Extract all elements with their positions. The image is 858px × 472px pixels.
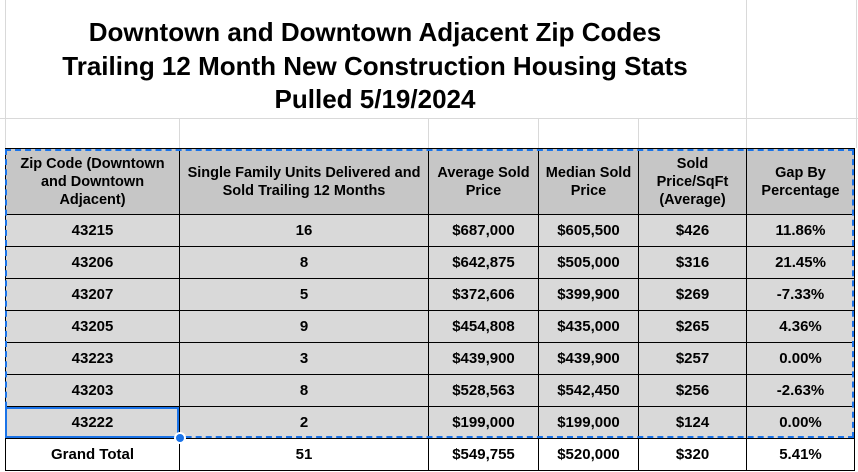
gap-cell[interactable]: 11.86% <box>747 215 855 247</box>
zip-cell[interactable]: 43215 <box>6 215 180 247</box>
average-price-cell[interactable]: $372,606 <box>429 279 539 311</box>
gap-cell[interactable]: 4.36% <box>747 311 855 343</box>
median-price-cell[interactable]: $199,000 <box>539 407 639 439</box>
gap-cell[interactable]: -7.33% <box>747 279 855 311</box>
gridline <box>0 118 858 119</box>
total-median-price-cell[interactable]: $520,000 <box>539 439 639 471</box>
gridline <box>179 118 180 148</box>
header-median-price[interactable]: Median Sold Price <box>539 149 639 215</box>
units-cell[interactable]: 8 <box>180 375 429 407</box>
header-zip-code[interactable]: Zip Code (Downtown and Downtown Adjacent) <box>6 149 180 215</box>
table-row <box>6 247 855 279</box>
price-sqft-cell[interactable]: $426 <box>639 215 747 247</box>
median-price-cell[interactable]: $505,000 <box>539 247 639 279</box>
price-sqft-cell[interactable]: $124 <box>639 407 747 439</box>
gap-cell[interactable]: 0.00% <box>747 407 855 439</box>
title-line-2: Trailing 12 Month New Construction Housing Stats <box>62 51 688 81</box>
units-cell[interactable]: 5 <box>180 279 429 311</box>
fill-handle[interactable] <box>174 432 186 444</box>
gap-cell[interactable]: 21.45% <box>747 247 855 279</box>
price-sqft-cell[interactable]: $269 <box>639 279 747 311</box>
title-line-1: Downtown and Downtown Adjacent Zip Codes <box>88 17 662 47</box>
header-units[interactable]: Single Family Units Delivered and Sold Trailing 12 Months <box>180 149 429 215</box>
total-average-price-cell[interactable]: $549,755 <box>429 439 539 471</box>
average-price-cell[interactable]: $199,000 <box>429 407 539 439</box>
price-sqft-cell[interactable]: $265 <box>639 311 747 343</box>
table-row <box>6 407 855 439</box>
zip-cell[interactable]: 43203 <box>6 375 180 407</box>
gridline <box>538 118 539 148</box>
units-cell[interactable]: 9 <box>180 311 429 343</box>
title-area <box>0 0 858 148</box>
header-average-price[interactable]: Average Sold Price <box>429 149 539 215</box>
units-cell[interactable]: 2 <box>180 407 429 439</box>
header-gap[interactable]: Gap By Percentage <box>747 149 855 215</box>
average-price-cell[interactable]: $528,563 <box>429 375 539 407</box>
units-cell[interactable]: 8 <box>180 247 429 279</box>
zip-cell[interactable]: 43206 <box>6 247 180 279</box>
table-row <box>6 375 855 407</box>
price-sqft-cell[interactable]: $256 <box>639 375 747 407</box>
total-price-sqft-cell[interactable]: $320 <box>639 439 747 471</box>
zip-cell[interactable]: 43205 <box>6 311 180 343</box>
median-price-cell[interactable]: $542,450 <box>539 375 639 407</box>
median-price-cell[interactable]: $439,900 <box>539 343 639 375</box>
gridline <box>428 118 429 148</box>
average-price-cell[interactable]: $439,900 <box>429 343 539 375</box>
total-units-cell[interactable]: 51 <box>180 439 429 471</box>
average-price-cell[interactable]: $454,808 <box>429 311 539 343</box>
price-sqft-cell[interactable]: $257 <box>639 343 747 375</box>
zip-cell[interactable]: 43223 <box>6 343 180 375</box>
average-price-cell[interactable]: $687,000 <box>429 215 539 247</box>
price-sqft-cell[interactable]: $316 <box>639 247 747 279</box>
zip-cell[interactable]: 43207 <box>6 279 180 311</box>
gridline <box>856 0 857 148</box>
units-cell[interactable]: 16 <box>180 215 429 247</box>
median-price-cell[interactable]: $435,000 <box>539 311 639 343</box>
header-row <box>6 149 855 215</box>
grand-total-label[interactable]: Grand Total <box>6 439 180 471</box>
grand-total-row <box>6 439 855 471</box>
median-price-cell[interactable]: $605,500 <box>539 215 639 247</box>
total-gap-cell[interactable]: 5.41% <box>747 439 855 471</box>
table-row <box>6 215 855 247</box>
table-row <box>6 311 855 343</box>
average-price-cell[interactable]: $642,875 <box>429 247 539 279</box>
stats-table <box>5 148 855 471</box>
table-row <box>6 343 855 375</box>
gridline <box>638 118 639 148</box>
units-cell[interactable]: 3 <box>180 343 429 375</box>
median-price-cell[interactable]: $399,900 <box>539 279 639 311</box>
zip-cell[interactable]: 43222 <box>6 407 180 439</box>
title-line-3: Pulled 5/19/2024 <box>274 84 476 114</box>
gap-cell[interactable]: -2.63% <box>747 375 855 407</box>
gap-cell[interactable]: 0.00% <box>747 343 855 375</box>
table-row <box>6 279 855 311</box>
header-price-sqft[interactable]: Sold Price/SqFt (Average) <box>639 149 747 215</box>
